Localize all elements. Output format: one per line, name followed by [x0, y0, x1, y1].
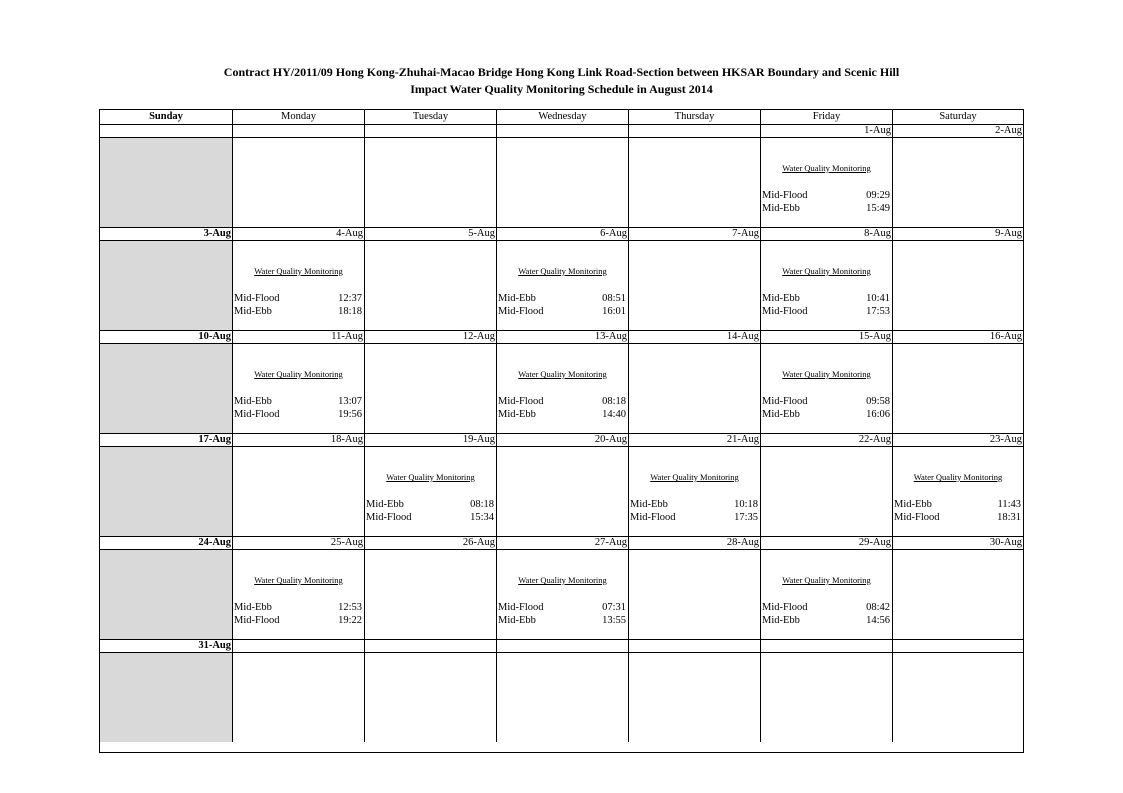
day-cell: [100, 653, 233, 742]
tide-label: Mid-Flood: [762, 396, 808, 407]
day-cell: [629, 344, 761, 433]
tide-time: 07:31: [602, 602, 626, 613]
tide-time: 17:35: [734, 512, 758, 523]
day-cell: [629, 550, 761, 639]
tide-label: Mid-Ebb: [762, 203, 800, 214]
date-label: 16-Aug: [989, 331, 1022, 342]
day-cell: [893, 344, 1023, 433]
day-cell: [629, 653, 761, 742]
tide-line: [762, 292, 890, 305]
date-row: [100, 434, 1023, 447]
date-label: 15-Aug: [761, 331, 893, 343]
monitoring-title: Water Quality Monitoring: [386, 472, 475, 482]
monitoring-title: Water Quality Monitoring: [254, 575, 343, 585]
date-label: 20-Aug: [497, 434, 629, 446]
tide-time: 15:34: [470, 512, 494, 523]
tide-label: Mid-Flood: [234, 615, 280, 626]
day-cell: [100, 447, 233, 536]
date-label: [233, 125, 365, 137]
tide-time: 09:58: [866, 396, 890, 407]
date-label: 23-Aug: [989, 434, 1022, 445]
day-cell: [761, 344, 893, 433]
date-label: [893, 640, 1023, 652]
day-cell: [497, 550, 629, 639]
day-cell: [365, 138, 497, 227]
day-cell: [100, 550, 233, 639]
day-cell: [365, 344, 497, 433]
tide-time: 13:55: [602, 615, 626, 626]
date-label: 31-Aug: [100, 640, 233, 652]
tide-time: 08:18: [470, 499, 494, 510]
tide-line: [762, 189, 890, 202]
weekday-header-row: [100, 110, 1023, 125]
tide-line: [234, 601, 362, 614]
weekday-header: Wednesday: [497, 110, 629, 124]
tide-time: 09:29: [866, 190, 890, 201]
date-label: 10-Aug: [100, 331, 233, 343]
monitoring-title: Water Quality Monitoring: [254, 369, 343, 379]
day-cell: [233, 344, 365, 433]
tide-label: Mid-Ebb: [234, 396, 272, 407]
tide-line: [762, 408, 890, 421]
tide-line: [234, 292, 362, 305]
date-label: 28-Aug: [629, 537, 761, 549]
tide-time: 18:18: [338, 306, 362, 317]
tide-line: [762, 305, 890, 318]
weekday-header: Friday: [761, 110, 893, 124]
monitoring-title: Water Quality Monitoring: [782, 575, 871, 585]
date-label: 18-Aug: [233, 434, 365, 446]
date-label: 29-Aug: [761, 537, 893, 549]
day-cell: [365, 447, 497, 536]
date-label: 7-Aug: [629, 228, 761, 240]
weekday-header: Sunday: [100, 110, 233, 124]
day-cell: [233, 550, 365, 639]
date-label: [100, 125, 233, 137]
day-cell: [893, 241, 1023, 330]
day-cell: [365, 653, 497, 742]
tide-time: 14:40: [602, 409, 626, 420]
day-cell: [233, 241, 365, 330]
date-label: 19-Aug: [365, 434, 497, 446]
tide-line: [762, 202, 890, 215]
day-cell: [761, 447, 893, 536]
tide-time: 17:53: [866, 306, 890, 317]
tide-line: [234, 395, 362, 408]
tide-time: 13:07: [338, 396, 362, 407]
date-label: 2-Aug: [995, 125, 1022, 136]
tide-line: [894, 511, 1021, 524]
monitoring-title: Water Quality Monitoring: [518, 266, 607, 276]
weekday-header: Monday: [233, 110, 365, 124]
tide-label: Mid-Ebb: [498, 409, 536, 420]
calendar-week: [100, 125, 1023, 228]
tide-line: [366, 498, 494, 511]
tide-line: [498, 395, 626, 408]
date-label: [629, 640, 761, 652]
schedule-titles: [0, 64, 1123, 98]
monitoring-title: Water Quality Monitoring: [782, 266, 871, 276]
date-label: 12-Aug: [365, 331, 497, 343]
tide-label: Mid-Ebb: [498, 615, 536, 626]
date-label: [365, 640, 497, 652]
tide-label: Mid-Ebb: [234, 306, 272, 317]
document-title: Contract HY/2011/09 Hong Kong-Zhuhai-Macao Bridge Hong Kong Link Road-Section between HKSAR Boundary and Scenic Hill: [223, 65, 900, 79]
tide-label: Mid-Ebb: [762, 293, 800, 304]
tide-time: 14:56: [866, 615, 890, 626]
date-label: [629, 125, 761, 137]
day-cell: [233, 653, 365, 742]
date-label: 13-Aug: [497, 331, 629, 343]
date-label: [233, 640, 365, 652]
tide-line: [762, 395, 890, 408]
day-cell: [761, 550, 893, 639]
tide-line: [894, 498, 1021, 511]
tide-time: 12:53: [338, 602, 362, 613]
calendar-week: [100, 640, 1023, 742]
tide-label: Mid-Flood: [498, 602, 544, 613]
tide-line: [762, 614, 890, 627]
monitoring-title: Water Quality Monitoring: [518, 369, 607, 379]
tide-time: 16:01: [602, 306, 626, 317]
tide-time: 08:42: [866, 602, 890, 613]
day-cell: [629, 138, 761, 227]
day-cell: [233, 138, 365, 227]
day-cell: [365, 241, 497, 330]
date-label: 4-Aug: [233, 228, 365, 240]
tide-line: [762, 601, 890, 614]
tide-time: 19:22: [338, 615, 362, 626]
tide-label: Mid-Ebb: [762, 615, 800, 626]
date-label: 5-Aug: [365, 228, 497, 240]
tide-label: Mid-Flood: [366, 512, 412, 523]
tide-time: 11:43: [997, 499, 1021, 510]
date-row: [100, 228, 1023, 241]
tide-line: [498, 305, 626, 318]
tide-label: Mid-Ebb: [498, 293, 536, 304]
tide-line: [630, 511, 758, 524]
tide-line: [234, 614, 362, 627]
tide-label: Mid-Flood: [234, 293, 280, 304]
date-label: 17-Aug: [100, 434, 233, 446]
day-cell: [761, 241, 893, 330]
day-cell: [497, 447, 629, 536]
date-label: [497, 125, 629, 137]
calendar-grid: [99, 109, 1024, 753]
date-label: 11-Aug: [233, 331, 365, 343]
tide-line: [498, 408, 626, 421]
date-label: 26-Aug: [365, 537, 497, 549]
date-label: 9-Aug: [995, 228, 1022, 239]
day-cell: [893, 447, 1023, 536]
weekday-header: Tuesday: [365, 110, 497, 124]
date-label: 21-Aug: [629, 434, 761, 446]
tide-time: 16:06: [866, 409, 890, 420]
tide-label: Mid-Ebb: [762, 409, 800, 420]
day-body-row: [100, 138, 1023, 228]
monitoring-title: Water Quality Monitoring: [518, 575, 607, 585]
monitoring-title: Water Quality Monitoring: [650, 472, 739, 482]
tide-line: [234, 305, 362, 318]
monitoring-title: Water Quality Monitoring: [782, 369, 871, 379]
day-cell: [629, 241, 761, 330]
date-label: 1-Aug: [761, 125, 893, 137]
monitoring-title: Water Quality Monitoring: [254, 266, 343, 276]
tide-line: [630, 498, 758, 511]
day-body-row: [100, 653, 1023, 742]
day-cell: [497, 344, 629, 433]
weekday-header: Thursday: [629, 110, 761, 124]
day-cell: [100, 241, 233, 330]
tide-label: Mid-Flood: [498, 396, 544, 407]
calendar-week: [100, 434, 1023, 537]
tide-line: [498, 614, 626, 627]
date-label: 27-Aug: [497, 537, 629, 549]
day-cell: [761, 138, 893, 227]
tide-time: 19:56: [338, 409, 362, 420]
tide-label: Mid-Flood: [498, 306, 544, 317]
date-label: 6-Aug: [497, 228, 629, 240]
date-label: 14-Aug: [629, 331, 761, 343]
date-label: [497, 640, 629, 652]
day-cell: [233, 447, 365, 536]
day-cell: [497, 138, 629, 227]
date-row: [100, 331, 1023, 344]
tide-time: 08:18: [602, 396, 626, 407]
tide-line: [498, 601, 626, 614]
date-row: [100, 537, 1023, 550]
date-label: 3-Aug: [100, 228, 233, 240]
day-cell: [497, 653, 629, 742]
calendar-week: [100, 228, 1023, 331]
tide-label: Mid-Flood: [762, 602, 808, 613]
monitoring-title: Water Quality Monitoring: [782, 163, 871, 173]
day-body-row: [100, 447, 1023, 537]
day-body-row: [100, 550, 1023, 640]
date-label: 30-Aug: [989, 537, 1022, 548]
date-row: [100, 640, 1023, 653]
date-label: [761, 640, 893, 652]
tide-label: Mid-Ebb: [234, 602, 272, 613]
tide-label: Mid-Ebb: [630, 499, 668, 510]
document-subtitle: Impact Water Quality Monitoring Schedule in August 2014: [410, 82, 713, 96]
tide-time: 18:31: [997, 512, 1021, 523]
calendar-weeks: [100, 125, 1023, 742]
weekday-header: Saturday: [939, 111, 977, 122]
tide-line: [234, 408, 362, 421]
date-label: 22-Aug: [761, 434, 893, 446]
day-cell: [100, 138, 233, 227]
date-label: 8-Aug: [761, 228, 893, 240]
day-cell: [100, 344, 233, 433]
tide-label: Mid-Flood: [234, 409, 280, 420]
date-label: 24-Aug: [100, 537, 233, 549]
day-cell: [761, 653, 893, 742]
tide-label: Mid-Flood: [894, 512, 940, 523]
tide-time: 10:18: [734, 499, 758, 510]
day-cell: [497, 241, 629, 330]
tide-label: Mid-Flood: [762, 190, 808, 201]
date-row: [100, 125, 1023, 138]
day-cell: [629, 447, 761, 536]
date-label: [365, 125, 497, 137]
monitoring-title: Water Quality Monitoring: [913, 472, 1003, 482]
tide-label: Mid-Flood: [630, 512, 676, 523]
day-cell: [893, 138, 1023, 227]
calendar-week: [100, 331, 1023, 434]
day-cell: [365, 550, 497, 639]
tide-line: [498, 292, 626, 305]
day-cell: [893, 550, 1023, 639]
tide-time: 12:37: [338, 293, 362, 304]
tide-time: 10:41: [866, 293, 890, 304]
calendar-week: [100, 537, 1023, 640]
day-body-row: [100, 241, 1023, 331]
day-body-row: [100, 344, 1023, 434]
tide-line: [366, 511, 494, 524]
tide-label: Mid-Flood: [762, 306, 808, 317]
date-label: 25-Aug: [233, 537, 365, 549]
tide-label: Mid-Ebb: [366, 499, 404, 510]
tide-time: 08:51: [602, 293, 626, 304]
tide-time: 15:49: [866, 203, 890, 214]
tide-label: Mid-Ebb: [894, 499, 932, 510]
day-cell: [893, 653, 1023, 742]
